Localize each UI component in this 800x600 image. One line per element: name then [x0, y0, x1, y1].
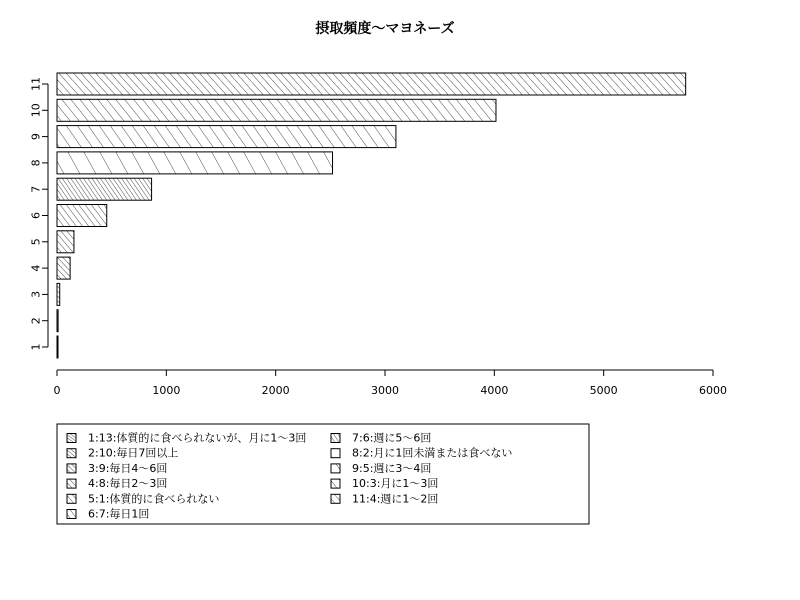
x-tick-label-1000: 1000 [152, 384, 181, 397]
legend-label-2: 2:10:毎日7回以上 [88, 446, 179, 460]
legend-swatch-4 [67, 479, 76, 488]
x-tick-label-6000: 6000 [699, 384, 727, 397]
y-tick-label-6: 6 [29, 212, 43, 219]
y-tick-label-9: 9 [29, 133, 43, 141]
chart-title: 摂取頻度～マヨネーズ [315, 21, 455, 37]
bar-1 [57, 336, 58, 358]
y-tick-label-1: 1 [29, 343, 43, 351]
legend-swatch-11 [331, 494, 340, 503]
legend-swatch-3 [67, 464, 76, 473]
y-tick-label-8: 8 [29, 159, 43, 167]
y-tick-label-2: 2 [29, 317, 43, 325]
x-tick-label-3000: 3000 [371, 384, 399, 397]
legend-swatch-7 [331, 434, 340, 443]
legend-label-7: 7:6:週に5～6回 [352, 431, 432, 445]
bar-2 [57, 310, 58, 332]
legend-swatch-1 [67, 434, 76, 443]
legend-label-10: 10:3:月に1～3回 [352, 477, 439, 491]
legend-label-1: 1:13:体質的に食べられないが、月に1～3回 [88, 431, 307, 445]
x-tick-label-4000: 4000 [480, 384, 509, 397]
legend-label-5: 5:1:体質的に食べられない [88, 492, 220, 506]
y-tick-label-7: 7 [29, 185, 43, 193]
y-tick-label-5: 5 [29, 238, 43, 246]
bar-3 [57, 283, 60, 305]
legend-label-11: 11:4:週に1～2回 [352, 492, 439, 506]
legend-label-8: 8:2:月に1回未満または食べない [352, 446, 513, 460]
bar-8 [57, 152, 333, 174]
y-tick-label-10: 10 [29, 103, 43, 118]
x-tick-label-5000: 5000 [589, 384, 618, 397]
legend-label-6: 6:7:毎日1回 [88, 507, 150, 521]
y-tick-label-11: 11 [29, 77, 43, 91]
legend-swatch-5 [67, 494, 76, 503]
legend-swatch-9 [331, 464, 340, 473]
legend-swatch-6 [67, 510, 76, 519]
bar-6 [57, 205, 107, 227]
x-tick-label-2000: 2000 [261, 384, 290, 397]
legend-label-4: 4:8:毎日2～3回 [88, 477, 168, 491]
y-tick-label-3: 3 [29, 290, 43, 298]
legend-swatch-8 [331, 449, 340, 458]
y-tick-label-4: 4 [29, 264, 43, 272]
x-tick-label-0: 0 [53, 384, 61, 397]
bar-11 [57, 73, 686, 95]
legend-label-3: 3:9:毎日4～6回 [88, 461, 168, 475]
bar-7 [57, 178, 152, 200]
legend-swatch-10 [331, 479, 340, 488]
bar-4 [57, 257, 70, 279]
legend-swatch-2 [67, 449, 76, 458]
legend-label-9: 9:5:週に3～4回 [352, 461, 432, 475]
bar-10 [57, 99, 496, 121]
bar-5 [57, 231, 74, 253]
bar-9 [57, 126, 396, 148]
